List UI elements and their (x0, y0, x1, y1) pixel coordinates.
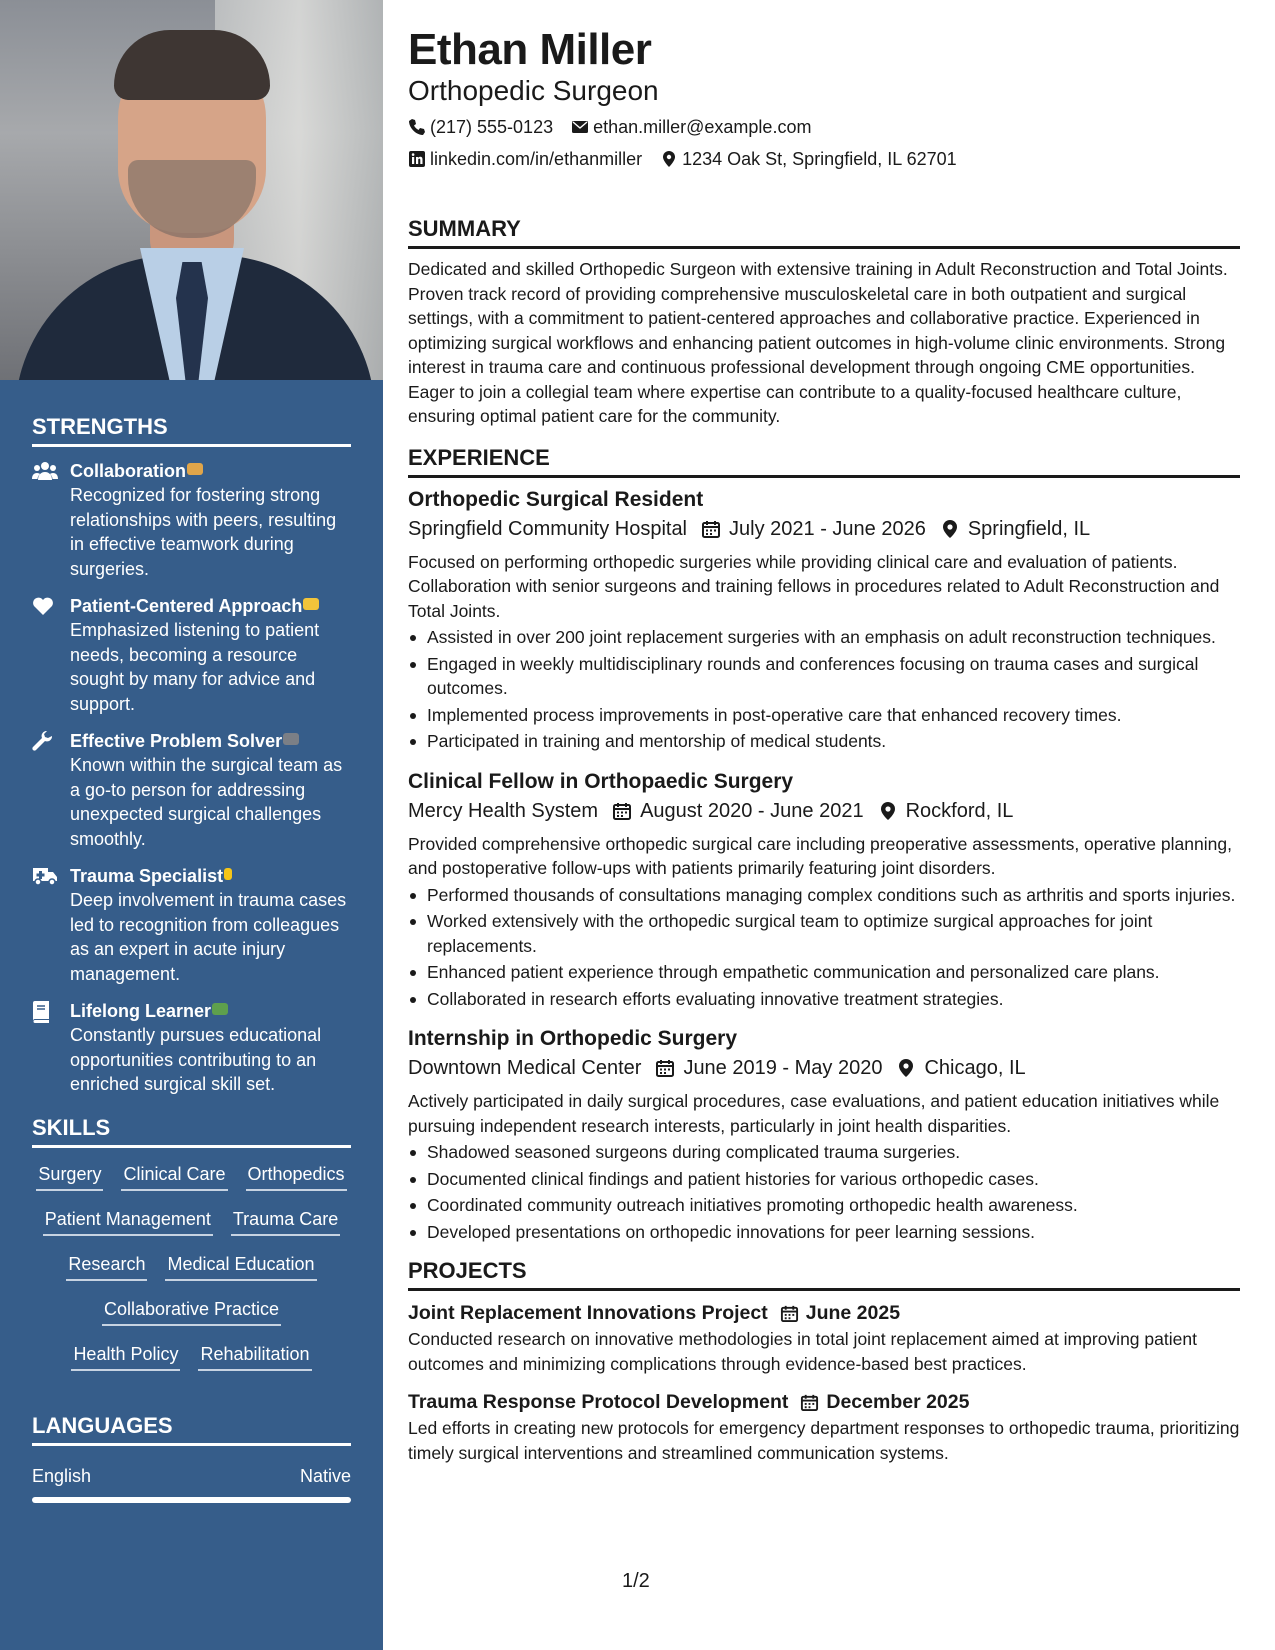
skill-tag: Surgery (36, 1162, 103, 1191)
skills-heading: SKILLS (32, 1115, 351, 1148)
strength-title: Effective Problem Solver (70, 729, 351, 753)
candidate-name: Ethan Miller (408, 25, 652, 74)
job-description: Actively participated in daily surgical procedures, case evaluations, and patient education initiatives while pursuing independent research interests, particularly in joint health disparities. (408, 1091, 1220, 1136)
project-date: June 2025 (805, 1302, 901, 1324)
strength-title: Lifelong Learner (70, 999, 351, 1023)
strength-desc: Deep involvement in trauma cases led to recognition from colleagues as an expert in acute injury management. (70, 890, 347, 984)
projects-section (408, 1258, 1240, 1465)
summary-text: Dedicated and skilled Orthopedic Surgeon with extensive training in Adult Reconstruction and Total Joints. Proven track record of providing comprehensive musculoskeletal care in both outpatient and surgical settings, with a commitment to patient-centered approaches and collaborative practice. Experienced in optimizing surgical workflows and enhancing patient outcomes in high-volume clinic environments. Strong interest in trauma care and continuous professional development through ongoing CME opportunities. Eager to join a collegial team where expertise can contribute to a quality-focused healthcare culture, ensuring optimal patient care for the community. (408, 259, 1228, 426)
tools-emoji-icon (283, 733, 299, 745)
strengths-section (32, 414, 351, 1097)
books-emoji-icon (212, 1003, 228, 1015)
skill-tag: Research (66, 1252, 147, 1281)
job-location: Rockford, IL (905, 799, 1014, 822)
strength-item (32, 999, 351, 1097)
map-pin-icon (896, 1058, 916, 1078)
users-icon (32, 459, 70, 581)
strength-item (32, 729, 351, 851)
strength-desc: Known within the surgical team as a go-to person for addressing unexpected surgical challenges smoothly. (70, 755, 343, 849)
job-entry (408, 486, 1240, 754)
list-item: Enhanced patient experience through empathetic communication and personalized care plans. (408, 960, 1240, 985)
map-pin-icon (878, 801, 898, 821)
main-content (408, 0, 1240, 1465)
envelope-icon (571, 118, 589, 136)
summary-section (408, 216, 1240, 429)
skill-tag: Orthopedics (246, 1162, 347, 1191)
language-item (32, 1466, 351, 1487)
skill-tag: Rehabilitation (198, 1342, 311, 1371)
contact-address: 1234 Oak St, Springfield, IL 62701 (660, 148, 957, 170)
skill-tag: Clinical Care (121, 1162, 227, 1191)
strength-desc: Emphasized listening to patient needs, becoming a resource sought by many for advice and support. (70, 620, 320, 714)
job-dates: July 2021 - June 2026 (729, 517, 926, 540)
lightning-emoji-icon (224, 868, 232, 880)
strength-item (32, 459, 351, 581)
strength-desc: Recognized for fostering strong relationships with peers, resulting in effective teamwork during surgeries. (70, 485, 337, 579)
project-description: Conducted research on innovative methodologies in total joint replacement aimed at improving patient outcomes and minimizing complications through evidence-based best practices. (408, 1329, 1197, 1374)
profile-photo (0, 0, 383, 380)
skill-tag: Medical Education (165, 1252, 316, 1281)
list-item: Performed thousands of consultations managing complex conditions such as arthritis and sports injuries. (408, 883, 1240, 908)
strength-title: Trauma Specialist (70, 864, 351, 888)
job-location: Springfield, IL (967, 517, 1091, 540)
job-meta (408, 514, 1240, 544)
contact-linkedin[interactable]: linkedin.com/in/ethanmiller (408, 148, 642, 170)
job-location: Chicago, IL (924, 1057, 1026, 1079)
project-header (408, 1299, 1240, 1327)
summary-heading: SUMMARY (408, 216, 1240, 249)
list-item: Assisted in over 200 joint replacement surgeries with an emphasis on adult reconstruction techniques. (408, 625, 1240, 650)
map-pin-icon (940, 519, 960, 539)
job-bullets (408, 883, 1240, 1012)
job-organization: Springfield Community Hospital (408, 517, 688, 540)
skill-tag: Collaborative Practice (102, 1297, 281, 1326)
map-pin-icon (660, 150, 678, 168)
strength-item (32, 594, 351, 716)
wrench-icon (32, 729, 70, 851)
languages-heading: LANGUAGES (32, 1413, 351, 1446)
project-title: Trauma Response Protocol Development (408, 1391, 789, 1413)
experience-heading: EXPERIENCE (408, 445, 1240, 478)
book-icon (32, 999, 70, 1097)
strength-item (32, 864, 351, 986)
handshake-emoji-icon (303, 598, 319, 610)
calendar-icon (612, 801, 632, 821)
list-item: Worked extensively with the orthopedic surgical team to optimize surgical approaches for joint replacements. (408, 909, 1240, 958)
skills-section (32, 1115, 351, 1371)
calendar-icon (701, 519, 721, 539)
job-entry (408, 1025, 1240, 1244)
phone-icon (408, 118, 426, 136)
heart-icon (32, 594, 70, 716)
list-item: Engaged in weekly multidisciplinary rounds and conferences focusing on trauma cases and surgical outcomes. (408, 652, 1240, 701)
project-date: December 2025 (826, 1391, 970, 1413)
page-number: 1/2 (622, 1570, 650, 1592)
contact-phone[interactable]: (217) 555-0123 (408, 116, 553, 138)
handshake-emoji-icon (187, 463, 203, 475)
language-proficiency-bar (32, 1497, 351, 1503)
language-name: English (32, 1465, 92, 1486)
calendar-icon (655, 1058, 675, 1078)
job-description: Focused on performing orthopedic surgeries while providing clinical care and evaluation of patients. Collaboration with senior surgeons and training fellows in procedures related to Adult Reconstruction and Total Joints. (408, 551, 1220, 621)
job-dates: June 2019 - May 2020 (683, 1057, 883, 1079)
list-item: Participated in training and mentorship of medical students. (408, 729, 1240, 754)
languages-section (32, 1413, 351, 1503)
strength-desc: Constantly pursues educational opportunities contributing to an enriched surgical skill set. (70, 1025, 322, 1094)
job-dates: August 2020 - June 2021 (640, 799, 864, 822)
candidate-title: Orthopedic Surgeon (408, 75, 659, 106)
experience-section (408, 445, 1240, 1245)
strengths-heading: STRENGTHS (32, 414, 351, 447)
skill-tag: Trauma Care (231, 1207, 340, 1236)
list-item: Shadowed seasoned surgeons during complicated trauma surgeries. (408, 1140, 1240, 1165)
skill-tag: Health Policy (71, 1342, 180, 1371)
job-title: Clinical Fellow in Orthopaedic Surgery (408, 769, 794, 793)
job-description: Provided comprehensive orthopedic surgical care including preoperative assessments, operative planning, and postoperative follow-ups with patients primarily featuring joint disorders. (408, 833, 1232, 878)
job-entry (408, 768, 1240, 1012)
list-item: Coordinated community outreach initiatives promoting orthopedic health awareness. (408, 1193, 1240, 1218)
job-bullets (408, 625, 1240, 754)
sidebar (0, 0, 383, 1650)
projects-heading: PROJECTS (408, 1258, 1240, 1291)
project-header (408, 1388, 1240, 1416)
project-entry (408, 1299, 1240, 1376)
job-organization: Downtown Medical Center (408, 1057, 642, 1079)
calendar-icon (780, 1304, 799, 1323)
language-level: Native (299, 1465, 351, 1486)
linkedin-icon (408, 150, 426, 168)
project-title: Joint Replacement Innovations Project (408, 1302, 768, 1324)
job-title: Orthopedic Surgical Resident (408, 487, 704, 511)
calendar-icon (800, 1393, 819, 1412)
project-entry (408, 1388, 1240, 1465)
list-item: Implemented process improvements in post-operative care that enhanced recovery times. (408, 703, 1240, 728)
job-meta (408, 1053, 1240, 1083)
ambulance-icon (32, 864, 70, 986)
job-meta (408, 796, 1240, 826)
job-organization: Mercy Health System (408, 799, 599, 822)
list-item: Documented clinical findings and patient histories for various orthopedic cases. (408, 1167, 1240, 1192)
strength-title: Patient-Centered Approach (70, 594, 351, 618)
contact-email[interactable]: ethan.miller@example.com (571, 116, 811, 138)
skill-tag: Patient Management (43, 1207, 213, 1236)
contact-row (408, 148, 1240, 170)
list-item: Developed presentations on orthopedic innovations for peer learning sessions. (408, 1220, 1240, 1245)
project-description: Led efforts in creating new protocols for emergency department responses to orthopedic trauma, prioritizing timely surgical interventions and streamlined communication systems. (408, 1418, 1240, 1463)
strength-title: Collaboration (70, 459, 351, 483)
job-title: Internship in Orthopedic Surgery (408, 1027, 738, 1050)
job-bullets (408, 1140, 1240, 1244)
contact-row (408, 116, 1240, 138)
list-item: Collaborated in research efforts evaluating innovative treatment strategies. (408, 987, 1240, 1012)
